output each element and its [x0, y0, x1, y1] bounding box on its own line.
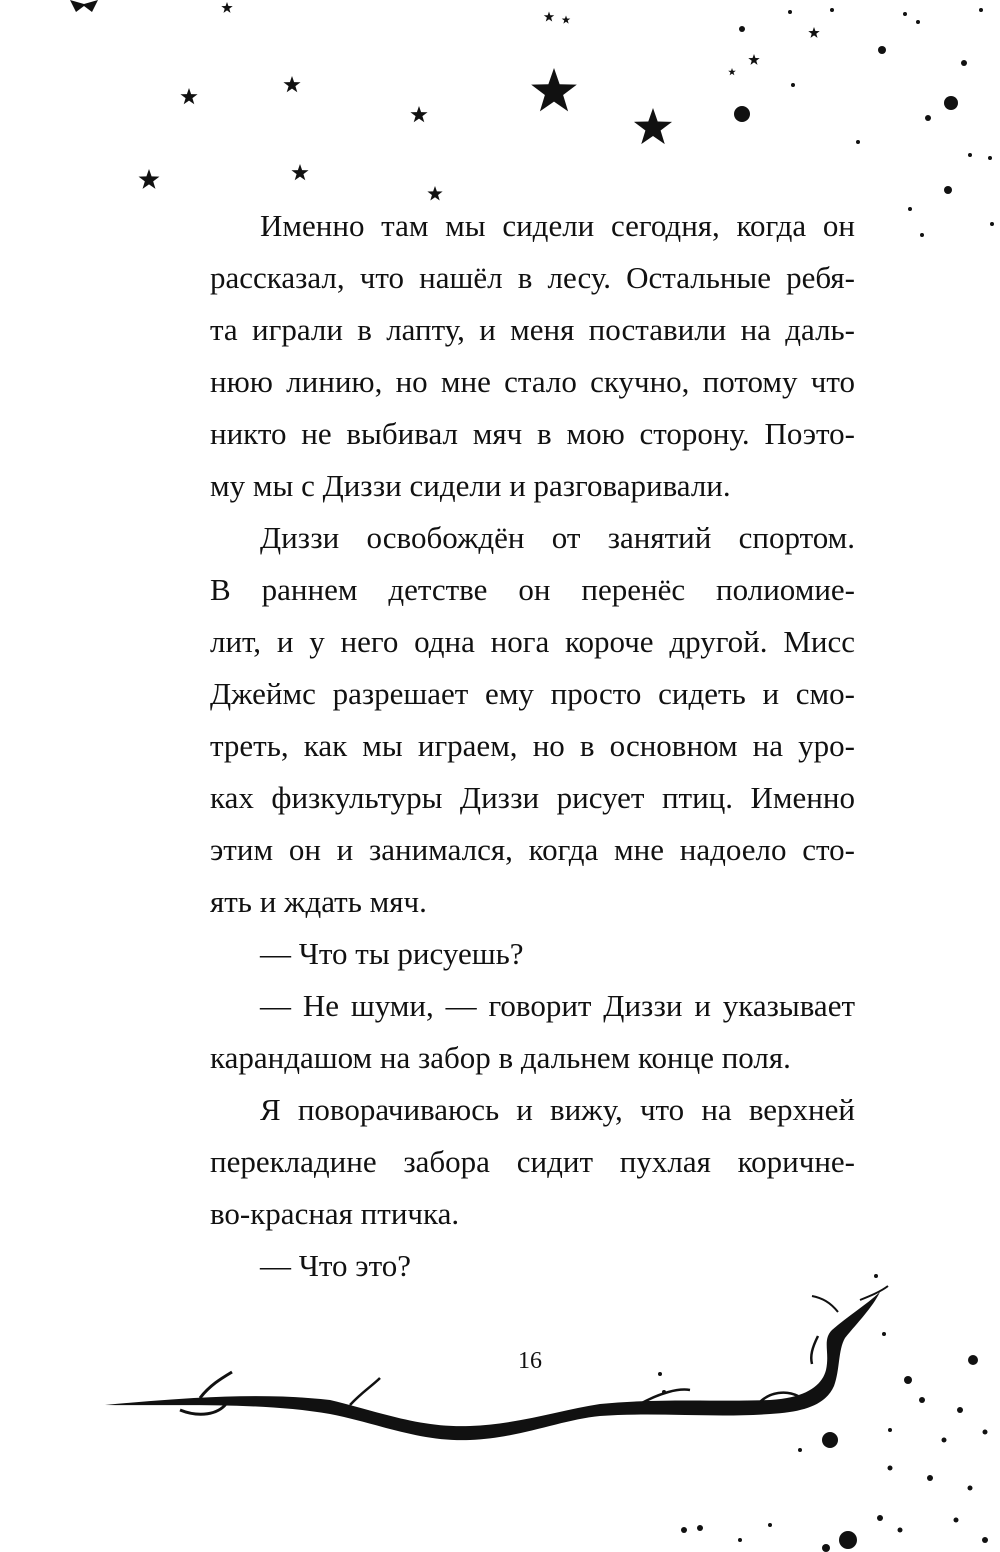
text-line: му мы с Диззи сидели и разговаривали. — [210, 468, 731, 503]
text-line: треть, как мы играем, но в основном на уро- — [210, 728, 855, 763]
paragraph-6 — [210, 1240, 855, 1292]
text-line: та играли в лапту, и меня поставили на даль- — [210, 312, 855, 347]
paragraph-1 — [210, 200, 855, 512]
page-number: 16 — [518, 1348, 542, 1374]
text-line: нюю линию, но мне стало скучно, потому что — [210, 364, 855, 399]
text-line: перекладине забора сидит пухлая коричне- — [210, 1144, 855, 1179]
text-line: ках физкультуры Диззи рисует птиц. Именно — [210, 780, 855, 815]
text-line: Диззи освобождён от занятий спортом. — [260, 520, 855, 555]
night-sky-stars — [70, 0, 820, 200]
text-line: лит, и у него одна нога короче другой. Мисс — [210, 624, 855, 659]
paragraph-2 — [210, 512, 855, 928]
text-line: Джеймс разрешает ему просто сидеть и смо- — [210, 676, 855, 711]
text-line: этим он и занимался, когда мне надоело сто- — [210, 832, 855, 867]
dialogue-line: — Не шуми, — говорит Диззи и указывает — [260, 988, 855, 1023]
text-line: никто не выбивал мяч в мою сторону. Поэто- — [210, 416, 855, 451]
text-line: В раннем детстве он перенёс полиомие- — [210, 572, 855, 607]
text-line: карандашом на забор в дальнем конце поля. — [210, 1040, 791, 1075]
body-text — [210, 200, 855, 1292]
text-line: Я поворачиваюсь и вижу, что на верхней — [260, 1092, 855, 1127]
text-line: ять и ждать мяч. — [210, 884, 427, 919]
paragraph-4 — [210, 980, 855, 1084]
branch-illustration — [105, 1286, 888, 1440]
text-line: Именно там мы сидели сегодня, когда он — [260, 208, 855, 243]
dialogue-line: — Что ты рисуешь? — [260, 936, 524, 971]
paragraph-5 — [210, 1084, 855, 1240]
text-line: рассказал, что нашёл в лесу. Остальные ребя- — [210, 260, 855, 295]
dialogue-line: — Что это? — [260, 1248, 411, 1283]
text-line: во-красная птичка. — [210, 1196, 460, 1231]
paragraph-3 — [210, 928, 855, 980]
